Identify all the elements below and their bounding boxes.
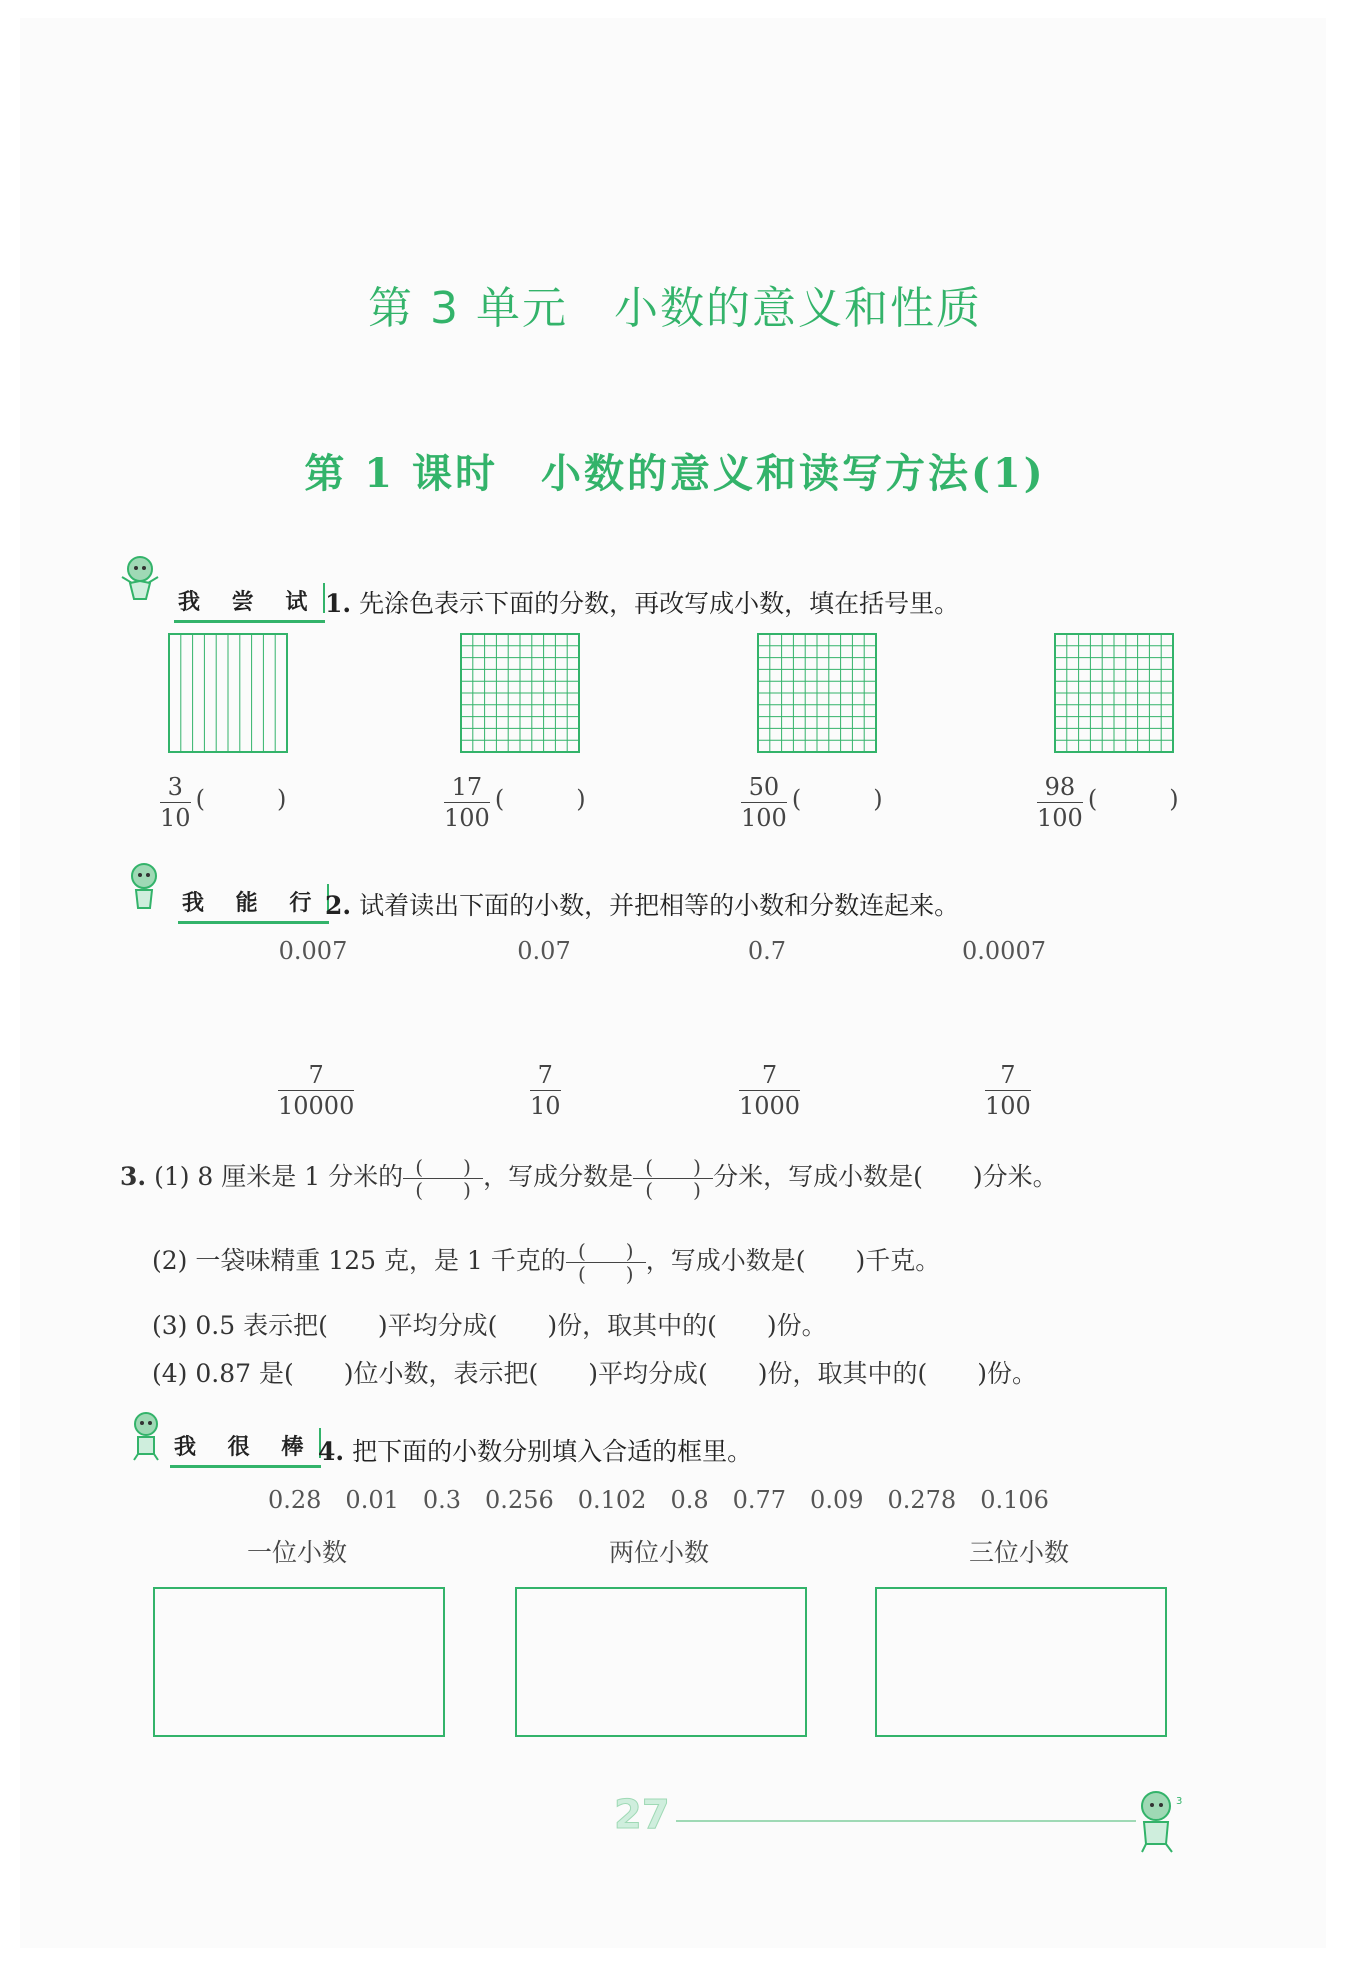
fraction-item[interactable]: $\frac{7}{100}$ — [985, 1061, 1031, 1120]
answer-blank[interactable]: ( ) — [494, 785, 586, 813]
question-2 — [325, 886, 959, 922]
grid-tenths[interactable] — [168, 633, 288, 753]
mascot-footer-icon — [1132, 1786, 1192, 1856]
category-label-one-place: 一位小数 — [246, 1538, 347, 1567]
question-1 — [325, 584, 959, 620]
fraction-blank[interactable]: ( ) ( ) — [403, 1156, 483, 1201]
question-4-number: 4. — [318, 1437, 345, 1466]
category-label-three-place: 三位小数 — [968, 1538, 1069, 1567]
fraction-item[interactable]: $\frac{7}{10}$ — [530, 1061, 561, 1120]
mascot-icon — [124, 1410, 166, 1462]
q1-item-1 — [160, 772, 286, 833]
question-1-text: 先涂色表示下面的分数，再改写成小数，填在括号里。 — [359, 589, 960, 618]
grid-hundredths-2[interactable] — [757, 633, 877, 753]
answer-blank[interactable]: ( ) — [1087, 785, 1179, 813]
fraction-blank[interactable]: ( ) ( ) — [633, 1156, 713, 1201]
answer-box-three-place[interactable] — [875, 1587, 1167, 1737]
fraction: $\frac{3}{10}$ — [160, 773, 191, 832]
grid-hundredths-3[interactable] — [1054, 633, 1174, 753]
footer-rule — [676, 1820, 1136, 1822]
fraction: $\frac{17}{100}$ — [444, 773, 490, 832]
answer-blank[interactable]: ( ) — [791, 785, 883, 813]
question-3-part-4[interactable]: (4) 0.87 是( )位小数，表示把( )平均分成( )份，取其中的( )份。 — [152, 1359, 1038, 1388]
answer-box-two-place[interactable] — [515, 1587, 807, 1737]
question-2-text: 试着读出下面的小数，并把相等的小数和分数连起来。 — [359, 891, 960, 920]
fraction: $\frac{50}{100}$ — [741, 773, 787, 832]
q1-item-3 — [741, 772, 883, 833]
fraction: $\frac{98}{100}$ — [1037, 773, 1083, 832]
decimal-item[interactable]: 0.07 — [517, 937, 571, 965]
q1-item-4 — [1037, 772, 1179, 833]
unit-title: 第 3 单元 小数的意义和性质 — [368, 283, 982, 334]
question-4 — [318, 1432, 752, 1468]
section-badge-can: 我 能 行 — [178, 886, 329, 924]
question-3-number: 3. — [120, 1162, 147, 1191]
question-3-part-2: (2) 一袋味精重 125 克，是 1 千克的 ( ) ( ) ，写成小数是( )千克。 — [152, 1239, 941, 1286]
answer-box-one-place[interactable] — [153, 1587, 445, 1737]
decimal-item[interactable]: 0.0007 — [962, 937, 1046, 965]
fraction-item[interactable]: $\frac{7}{1000}$ — [739, 1061, 801, 1120]
question-1-number: 1. — [325, 589, 352, 618]
decimal-item[interactable]: 0.7 — [747, 937, 787, 965]
grid-hundredths-1[interactable] — [460, 633, 580, 753]
svg-text:3: 3 — [1176, 1796, 1183, 1807]
answer-blank[interactable]: ( ) — [195, 785, 287, 813]
question-4-text: 把下面的小数分别填入合适的框里。 — [352, 1437, 753, 1466]
category-label-two-place: 两位小数 — [608, 1538, 709, 1567]
question-3-part-1: 3. (1) 8 厘米是 1 分米的 ( ) ( ) ，写成分数是 ( ) ( ) 分米，写成小数是( )分米。 — [120, 1155, 1058, 1202]
mascot-icon — [122, 860, 164, 912]
fraction-item[interactable]: $\frac{7}{10000}$ — [278, 1061, 355, 1120]
page-number: 27 — [614, 1792, 670, 1838]
q1-item-2 — [444, 772, 586, 833]
decimal-item[interactable]: 0.007 — [278, 937, 348, 965]
lesson-title: 第 1 课时 小数的意义和读写方法(1) — [304, 450, 1046, 497]
mascot-icon — [118, 553, 160, 605]
fraction-blank[interactable]: ( ) ( ) — [566, 1240, 646, 1285]
decimal-list: 0.28 0.01 0.3 0.256 0.102 0.8 0.77 0.09 0.278 0.106 — [268, 1486, 1049, 1514]
question-3-part-3[interactable]: (3) 0.5 表示把( )平均分成( )份，取其中的( )份。 — [152, 1311, 827, 1340]
section-badge-try: 我 尝 试 — [174, 585, 325, 623]
section-badge-great: 我 很 棒 — [170, 1430, 321, 1468]
question-2-number: 2. — [325, 891, 352, 920]
